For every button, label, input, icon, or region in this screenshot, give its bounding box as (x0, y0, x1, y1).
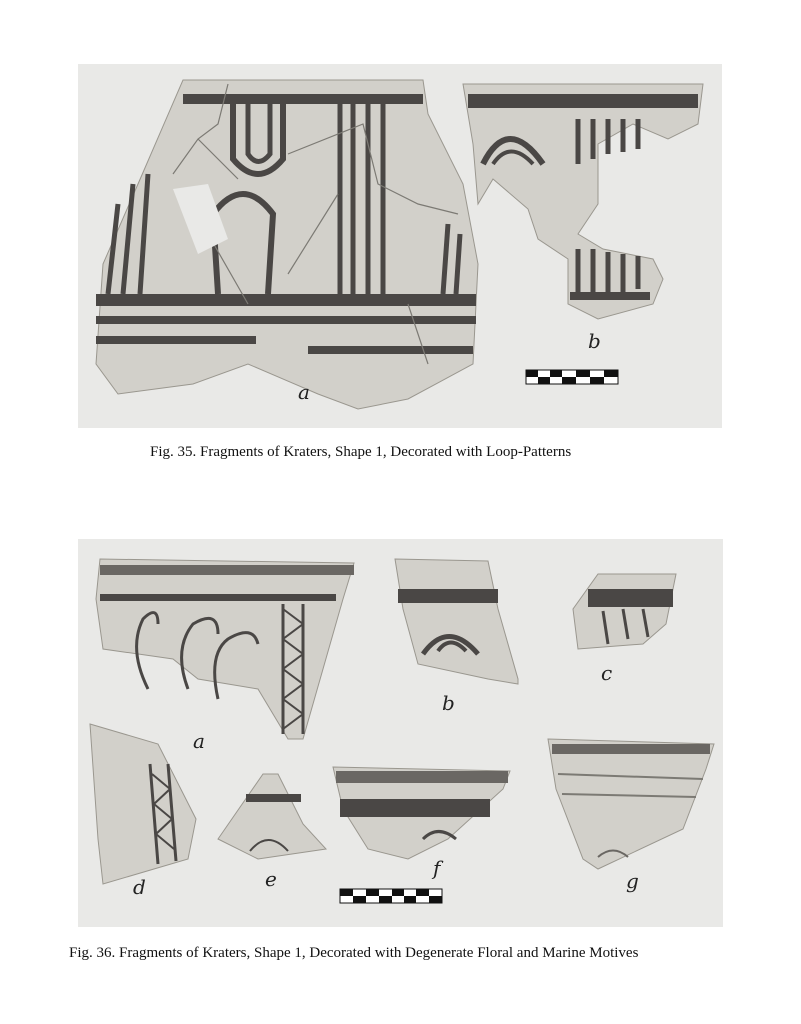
label-36-a: a (193, 729, 205, 753)
label-35-a: a (298, 380, 310, 404)
scale-bar-35 (526, 370, 618, 384)
scale-bar-36 (340, 889, 442, 903)
sherd-c (573, 574, 676, 649)
figure-35-photo (78, 64, 722, 428)
sherd-b (395, 559, 518, 684)
sherd-g (548, 739, 714, 869)
label-36-d: d (133, 875, 146, 899)
figure-35-caption: Fig. 35. Fragments of Kraters, Shape 1, Decorated with Loop-Patterns (150, 444, 572, 460)
figure-35-sherds (78, 64, 722, 428)
sherd-a (96, 80, 478, 409)
sherd-f (333, 767, 510, 859)
label-35-b: b (588, 329, 601, 353)
sherd-b (463, 84, 703, 319)
sherd-e (218, 774, 326, 859)
label-36-f: f (433, 856, 441, 880)
label-36-e: e (265, 867, 277, 891)
label-36-b: b (442, 691, 455, 715)
label-36-c: c (601, 661, 613, 685)
label-36-g: g (626, 869, 639, 893)
sherd-a (96, 559, 354, 739)
sherd-d (90, 724, 196, 884)
figure-36-photo (78, 539, 723, 927)
figure-36-caption: Fig. 36. Fragments of Kraters, Shape 1, Decorated with Degenerate Floral and Marine Motives (69, 945, 639, 961)
